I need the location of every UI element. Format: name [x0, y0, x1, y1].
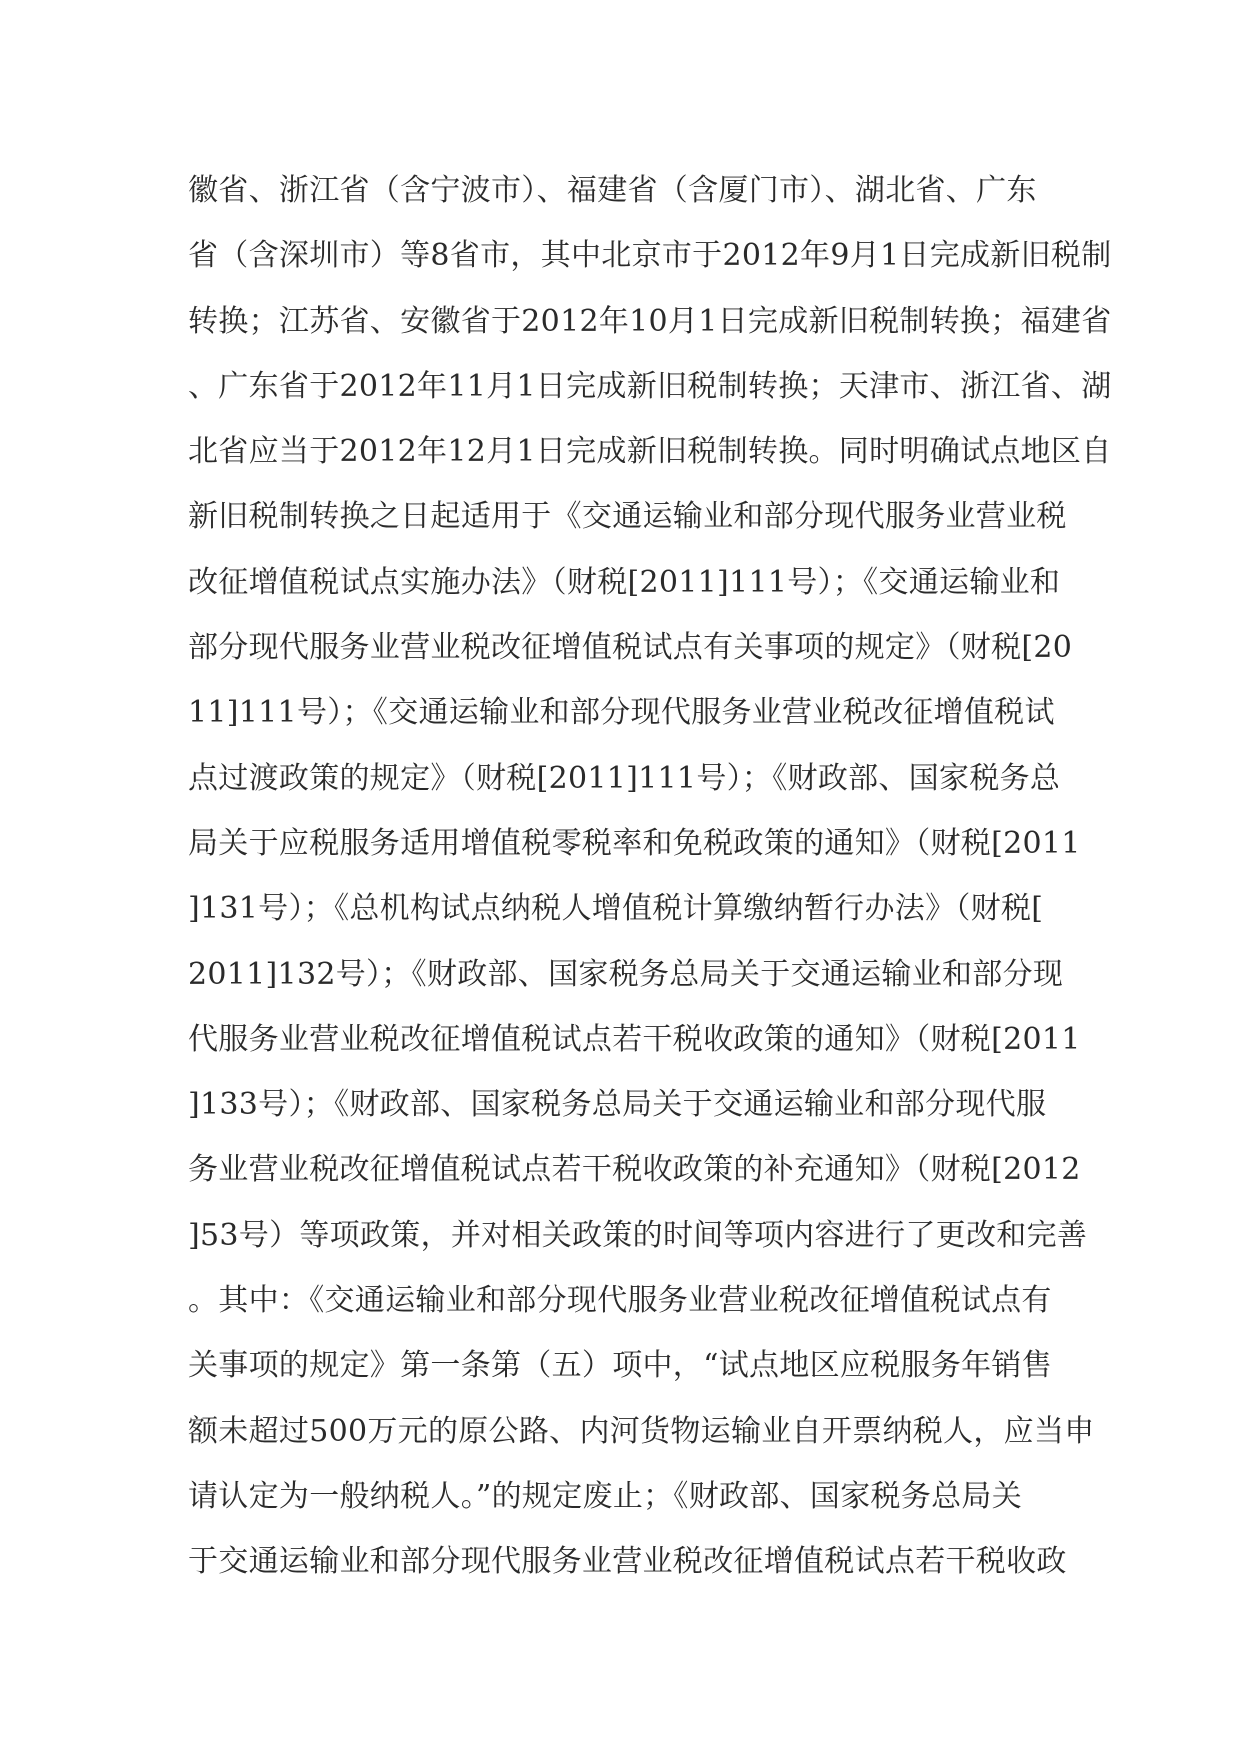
text-line: 点过渡政策的规定》（财税[2011]111号）；《财政部、国家税务总	[188, 760, 1061, 796]
text-line: 省（含深圳市）等8省市，其中北京市于2012年9月1日完成新旧税制	[188, 238, 1112, 274]
text-line: 改征增值税试点实施办法》（财税[2011]111号）；《交通运输业和	[188, 564, 1061, 600]
body-text	[188, 158, 1112, 1595]
text-line: 、广东省于2012年11月1日完成新旧税制转换；天津市、浙江省、湖	[188, 368, 1112, 404]
text-line: 北省应当于2012年12月1日完成新旧税制转换。同时明确试点地区自	[188, 434, 1112, 470]
text-line: ]131号）；《总机构试点纳税人增值税计算缴纳暂行办法》（财税[	[188, 891, 1044, 927]
text-line: 新旧税制转换之日起适用于《交通运输业和部分现代服务业营业税	[188, 499, 1067, 535]
text-line: 2011]132号）；《财政部、国家税务总局关于交通运输业和部分现	[188, 956, 1064, 992]
text-line: 务业营业税改征增值税试点若干税收政策的补充通知》（财税[2012	[188, 1152, 1081, 1188]
text-line: 。其中：《交通运输业和部分现代服务业营业税改征增值税试点有	[188, 1283, 1052, 1319]
text-line: 转换；江苏省、安徽省于2012年10月1日完成新旧税制转换；福建省	[188, 303, 1112, 339]
text-line: 于交通运输业和部分现代服务业营业税改征增值税试点若干税收政	[188, 1544, 1067, 1580]
text-line: 局关于应税服务适用增值税零税率和免税政策的通知》（财税[2011	[188, 825, 1081, 861]
text-line: 请认定为一般纳税人。”的规定废止；《财政部、国家税务总局关	[188, 1478, 1023, 1514]
text-line: 11]111号）；《交通运输业和部分现代服务业营业税改征增值税试	[188, 695, 1055, 731]
text-line: 徽省、浙江省（含宁波市）、福建省（含厦门市）、湖北省、广东	[188, 173, 1037, 208]
text-line: ]133号）；《财政部、国家税务总局关于交通运输业和部分现代服	[188, 1087, 1047, 1123]
text-line: 关事项的规定》第一条第（五）项中，“试点地区应税服务年销售	[188, 1348, 1053, 1384]
text-line: 代服务业营业税改征增值税试点若干税收政策的通知》（财税[2011	[188, 1021, 1081, 1057]
text-line: ]53号）等项政策，并对相关政策的时间等项内容进行了更改和完善	[188, 1217, 1088, 1253]
text-line: 额未超过500万元的原公路、内河货物运输业自开票纳税人，应当申	[188, 1413, 1095, 1449]
text-line: 部分现代服务业营业税改征增值税试点有关事项的规定》（财税[20	[188, 630, 1073, 666]
